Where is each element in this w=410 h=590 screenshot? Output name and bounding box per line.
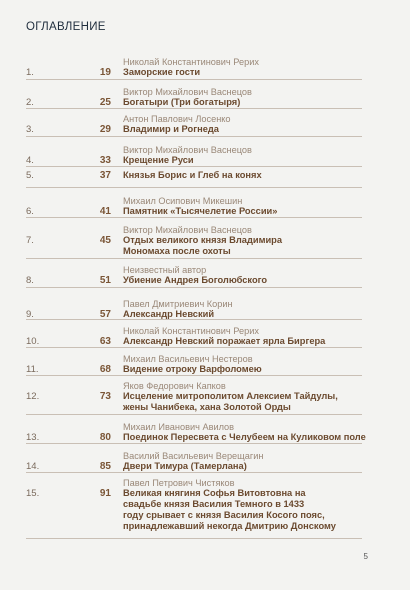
page-title: ОГЛАВЛЕНИЕ	[26, 21, 106, 33]
entry-number: 9.	[26, 309, 34, 320]
entry-number: 10.	[26, 336, 40, 347]
entry-title-line: Памятник «Тысячелетие России»	[123, 206, 278, 216]
entry-title-line: Александр Невский	[123, 309, 215, 319]
entry-divider	[26, 375, 362, 376]
entry-divider	[26, 287, 362, 288]
entry-title-line: принадлежавший некогда Дмитрию Донскому	[123, 521, 336, 531]
entry-title	[123, 67, 368, 78]
entry-author: Антон Павлович Лосенко	[123, 114, 231, 124]
entry-number: 2.	[26, 97, 34, 108]
entry-title-line: Александр Невский поражает ярла Биргера	[123, 336, 326, 346]
entry-page-number: 33	[99, 155, 111, 166]
entry-number: 6.	[26, 206, 34, 217]
entry-author: Николай Константинович Рерих	[123, 57, 259, 67]
entry-number: 7.	[26, 235, 34, 246]
entry-page-number: 73	[99, 391, 111, 402]
entry-author: Виктор Михайлович Васнецов	[123, 225, 252, 235]
entry-divider	[26, 136, 362, 137]
entry-number: 12.	[26, 391, 40, 402]
entry-title-line: Крещение Руси	[123, 155, 194, 165]
entry-divider	[26, 258, 362, 259]
entry-title-line: свадьбе князя Василия Темного в 1433	[123, 499, 305, 509]
entry-divider	[26, 347, 362, 348]
entry-title	[123, 170, 368, 181]
entry-page-number: 51	[99, 275, 111, 286]
entry-divider	[26, 472, 362, 473]
entry-author: Михаил Иванович Авилов	[123, 422, 235, 432]
entry-number: 1.	[26, 67, 34, 78]
entry-title	[123, 155, 368, 166]
entry-title	[123, 206, 368, 217]
entry-number: 3.	[26, 124, 34, 135]
entry-title-line: Мономаха после охоты	[123, 246, 231, 256]
entry-title	[123, 391, 368, 413]
entry-title-line: Отдых великого князя Владимира	[123, 235, 283, 245]
entry-number: 11.	[26, 364, 39, 375]
entry-title	[123, 97, 368, 108]
entry-author: Николай Константинович Рерих	[123, 326, 259, 336]
entry-divider	[26, 443, 362, 444]
entry-number: 13.	[26, 432, 40, 443]
entry-title	[123, 432, 368, 443]
entry-page-number: 25	[99, 97, 111, 108]
entry-page-number: 63	[99, 336, 111, 347]
page-number: 5	[363, 552, 368, 561]
entry-page-number: 19	[99, 67, 111, 78]
entry-title-line: Заморские гости	[123, 67, 201, 77]
entry-author: Виктор Михайлович Васнецов	[123, 145, 252, 155]
entry-author: Михаил Осипович Микешин	[123, 196, 243, 206]
entry-title-line: Убиение Андрея Боголюбского	[123, 275, 268, 285]
entry-title-line: Двери Тимура (Тамерлана)	[123, 461, 247, 471]
entry-title-line: Великая княгиня Софья Витовтовна на	[123, 488, 306, 498]
entry-number: 8.	[26, 275, 34, 286]
entry-author: Василий Васильевич Верещагин	[123, 451, 264, 461]
entry-author: Яков Федорович Капков	[123, 381, 226, 391]
entry-number: 14.	[26, 461, 40, 472]
entry-divider	[26, 414, 362, 415]
entry-page-number: 91	[99, 488, 111, 499]
entry-title	[123, 124, 368, 135]
entry-page-number: 85	[99, 461, 111, 472]
entry-author: Михаил Васильевич Нестеров	[123, 354, 253, 364]
entry-title	[123, 336, 368, 347]
entry-title	[123, 364, 368, 375]
entry-title-line: Поединок Пересвета с Челубеем на Куликовом поле	[123, 432, 366, 442]
entry-page-number: 57	[99, 309, 111, 320]
entry-title-line: Князья Борис и Глеб на конях	[123, 170, 262, 180]
entry-title	[123, 275, 368, 286]
entry-number: 5.	[26, 170, 34, 181]
entry-divider	[26, 187, 362, 188]
entry-divider	[26, 538, 362, 539]
entry-title	[123, 488, 368, 532]
entry-author: Виктор Михайлович Васнецов	[123, 87, 252, 97]
entry-title-line: году срывает с князя Василия Косого пояс,	[123, 510, 325, 520]
entry-divider	[26, 108, 362, 109]
entry-page-number: 29	[99, 124, 111, 135]
entry-divider	[26, 79, 362, 80]
entry-page-number: 37	[99, 170, 111, 181]
entry-divider	[26, 166, 362, 167]
entry-page-number: 41	[99, 206, 111, 217]
entry-title-line: жены Чанибека, хана Золотой Орды	[123, 402, 291, 412]
entry-title-line: Владимир и Рогнеда	[123, 124, 219, 134]
entry-number: 4.	[26, 155, 34, 166]
entry-page-number: 80	[99, 432, 111, 443]
entry-title-line: Исцеление митрополитом Алексием Тайдулы,	[123, 391, 338, 401]
entry-divider	[26, 217, 362, 218]
entry-title-line: Богатыри (Три богатыря)	[123, 97, 241, 107]
entry-page-number: 68	[99, 364, 111, 375]
entry-title-line: Видение отроку Варфоломею	[123, 364, 262, 374]
entry-title	[123, 235, 368, 257]
entry-author: Павел Дмитриевич Корин	[123, 299, 233, 309]
entry-author: Павел Петрович Чистяков	[123, 478, 235, 488]
entry-divider	[26, 319, 362, 320]
entry-number: 15.	[26, 488, 40, 499]
entry-title	[123, 461, 368, 472]
entry-author: Неизвестный автор	[123, 265, 207, 275]
entry-page-number: 45	[99, 235, 111, 246]
